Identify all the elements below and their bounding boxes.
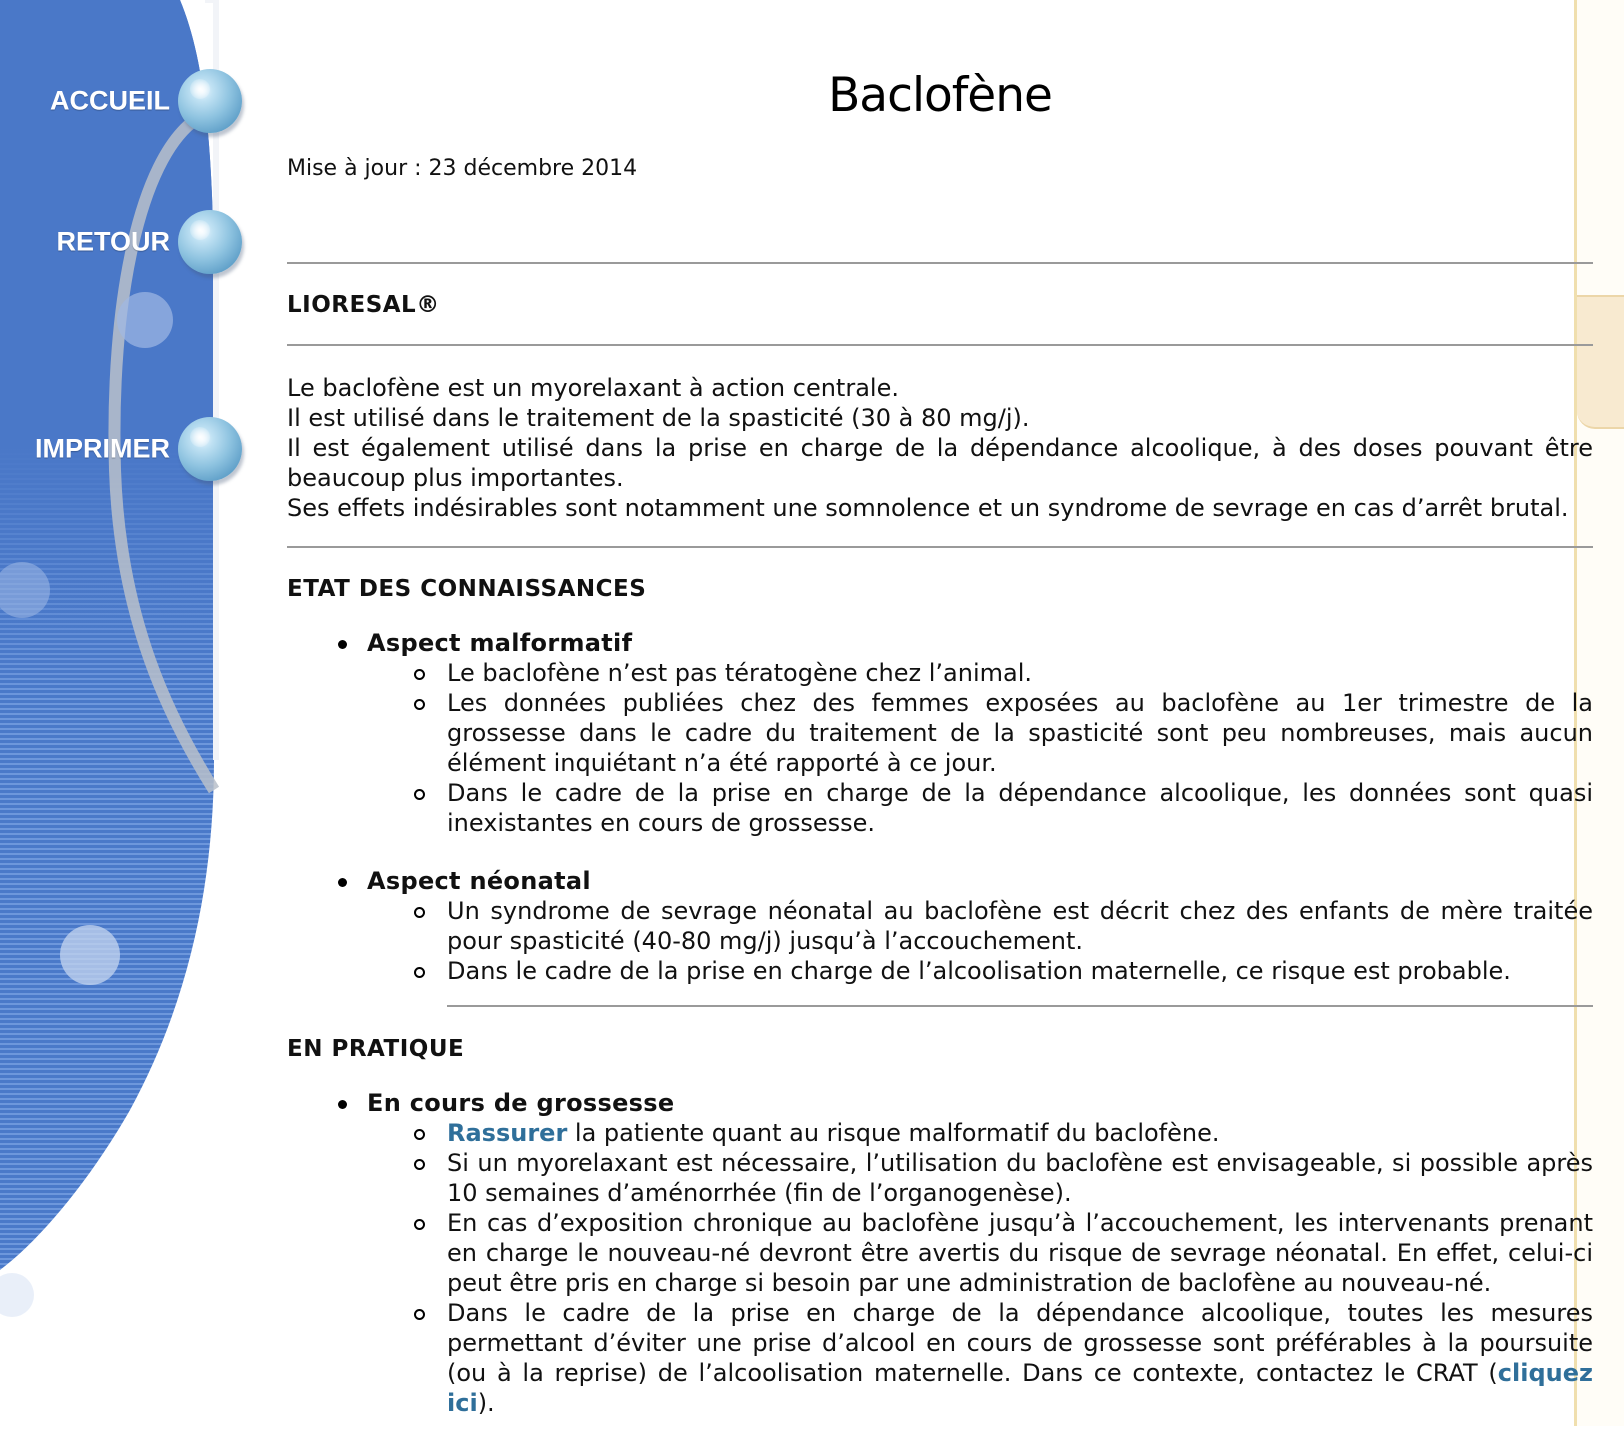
divider (287, 262, 1593, 264)
neonatal-list (287, 896, 1593, 986)
practice-title: EN PRATIQUE (287, 1036, 465, 1062)
knowledge-section (287, 628, 1593, 1008)
nav-print-label: IMPRIMER (35, 433, 170, 464)
main-content (287, 0, 1593, 1426)
intro-line: Le baclofène est un myorelaxant à action centrale. (287, 374, 899, 402)
pregnancy-list (287, 1118, 1593, 1418)
nav-home-label: ACCUEIL (50, 85, 170, 116)
list-item: Si un myorelaxant est nécessaire, l’utilisation du baclofène est envisageable, si possible après 10 semaines d’aménorrhée (fin de l’organogenèse). (287, 1148, 1593, 1208)
knowledge-list (287, 628, 1593, 986)
brand-title: LIORESAL® (287, 292, 440, 318)
malformative-list (287, 658, 1593, 838)
sidebar (0, 0, 260, 1426)
nav-print-button[interactable] (0, 414, 250, 484)
divider (287, 546, 1593, 548)
alcohol-text: Dans le cadre de la prise en charge de la dépendance alcoolique, toutes les mesures permettant d’éviter une prise d’alcool en cours de grossesse sont préférables à la poursuite (ou à la reprise) de l’alcoolisation maternelle. Dans ce contexte, contactez le CRAT ( (447, 1299, 1593, 1387)
divider (447, 1005, 1593, 1007)
list-item (287, 1298, 1593, 1418)
intro-line: Il est également utilisé dans la prise en charge de la dépendance alcoolique, à des doses pouvant être beaucoup plus importantes. (287, 434, 1593, 492)
list-item (287, 1088, 1593, 1418)
list-item: Le baclofène n’est pas tératogène chez l’animal. (287, 658, 1593, 688)
list-item: Dans le cadre de la prise en charge de la dépendance alcoolique, les données sont quasi inexistantes en cours de grossesse. (287, 778, 1593, 838)
alcohol-text-end: ). (477, 1389, 495, 1417)
knowledge-title: ETAT DES CONNAISSANCES (287, 576, 647, 602)
practice-section (287, 1088, 1593, 1440)
list-item: En cas d’exposition chronique au baclofène jusqu’à l’accouchement, les intervenants prenant en charge le nouveau-né devront être avertis du risque de sevrage néonatal. En effet, celui-ci peut être pris en charge si besoin par une administration de baclofène au nouveau-né. (287, 1208, 1593, 1298)
pregnancy-title: En cours de grossesse (367, 1089, 675, 1117)
reassure-link[interactable]: Rassurer (447, 1119, 568, 1147)
list-item (287, 1118, 1593, 1148)
list-item (287, 628, 1593, 838)
nav-back-button[interactable] (0, 207, 250, 277)
intro-line: Ses effets indésirables sont notamment une somnolence et un syndrome de sevrage en cas d’arrêt brutal. (287, 494, 1569, 522)
click-here-link[interactable]: cliquez ici (447, 1359, 1593, 1417)
list-item: Les données publiées chez des femmes exposées au baclofène au 1er trimestre de la grossesse dans le cadre du traitement de la spasticité sont peu nombreuses, mais aucun élément inquiétant n’a été rapporté à ce jour. (287, 688, 1593, 778)
list-item: Dans le cadre de la prise en charge de l’alcoolisation maternelle, ce risque est probable. (287, 956, 1593, 986)
intro-text (287, 373, 1593, 523)
nav-back-label: RETOUR (56, 226, 170, 257)
divider (287, 344, 1593, 346)
malformative-title: Aspect malformatif (367, 629, 633, 657)
nav-orb-icon (178, 69, 242, 133)
page-title: Baclofène (828, 68, 1052, 123)
update-date: Mise à jour : 23 décembre 2014 (287, 156, 638, 181)
nav-orb-icon (178, 210, 242, 274)
nav-orb-icon (178, 417, 242, 481)
list-item: Un syndrome de sevrage néonatal au baclofène est décrit chez des enfants de mère traitée pour spasticité (40-80 mg/j) jusqu’à l’accouchement. (287, 896, 1593, 956)
neonatal-title: Aspect néonatal (367, 867, 591, 895)
intro-line: Il est utilisé dans le traitement de la spasticité (30 à 80 mg/j). (287, 404, 1030, 432)
reassure-text: la patiente quant au risque malformatif du baclofène. (567, 1119, 1220, 1147)
nav-home-button[interactable] (0, 66, 250, 136)
practice-list (287, 1088, 1593, 1418)
list-item (287, 866, 1593, 986)
